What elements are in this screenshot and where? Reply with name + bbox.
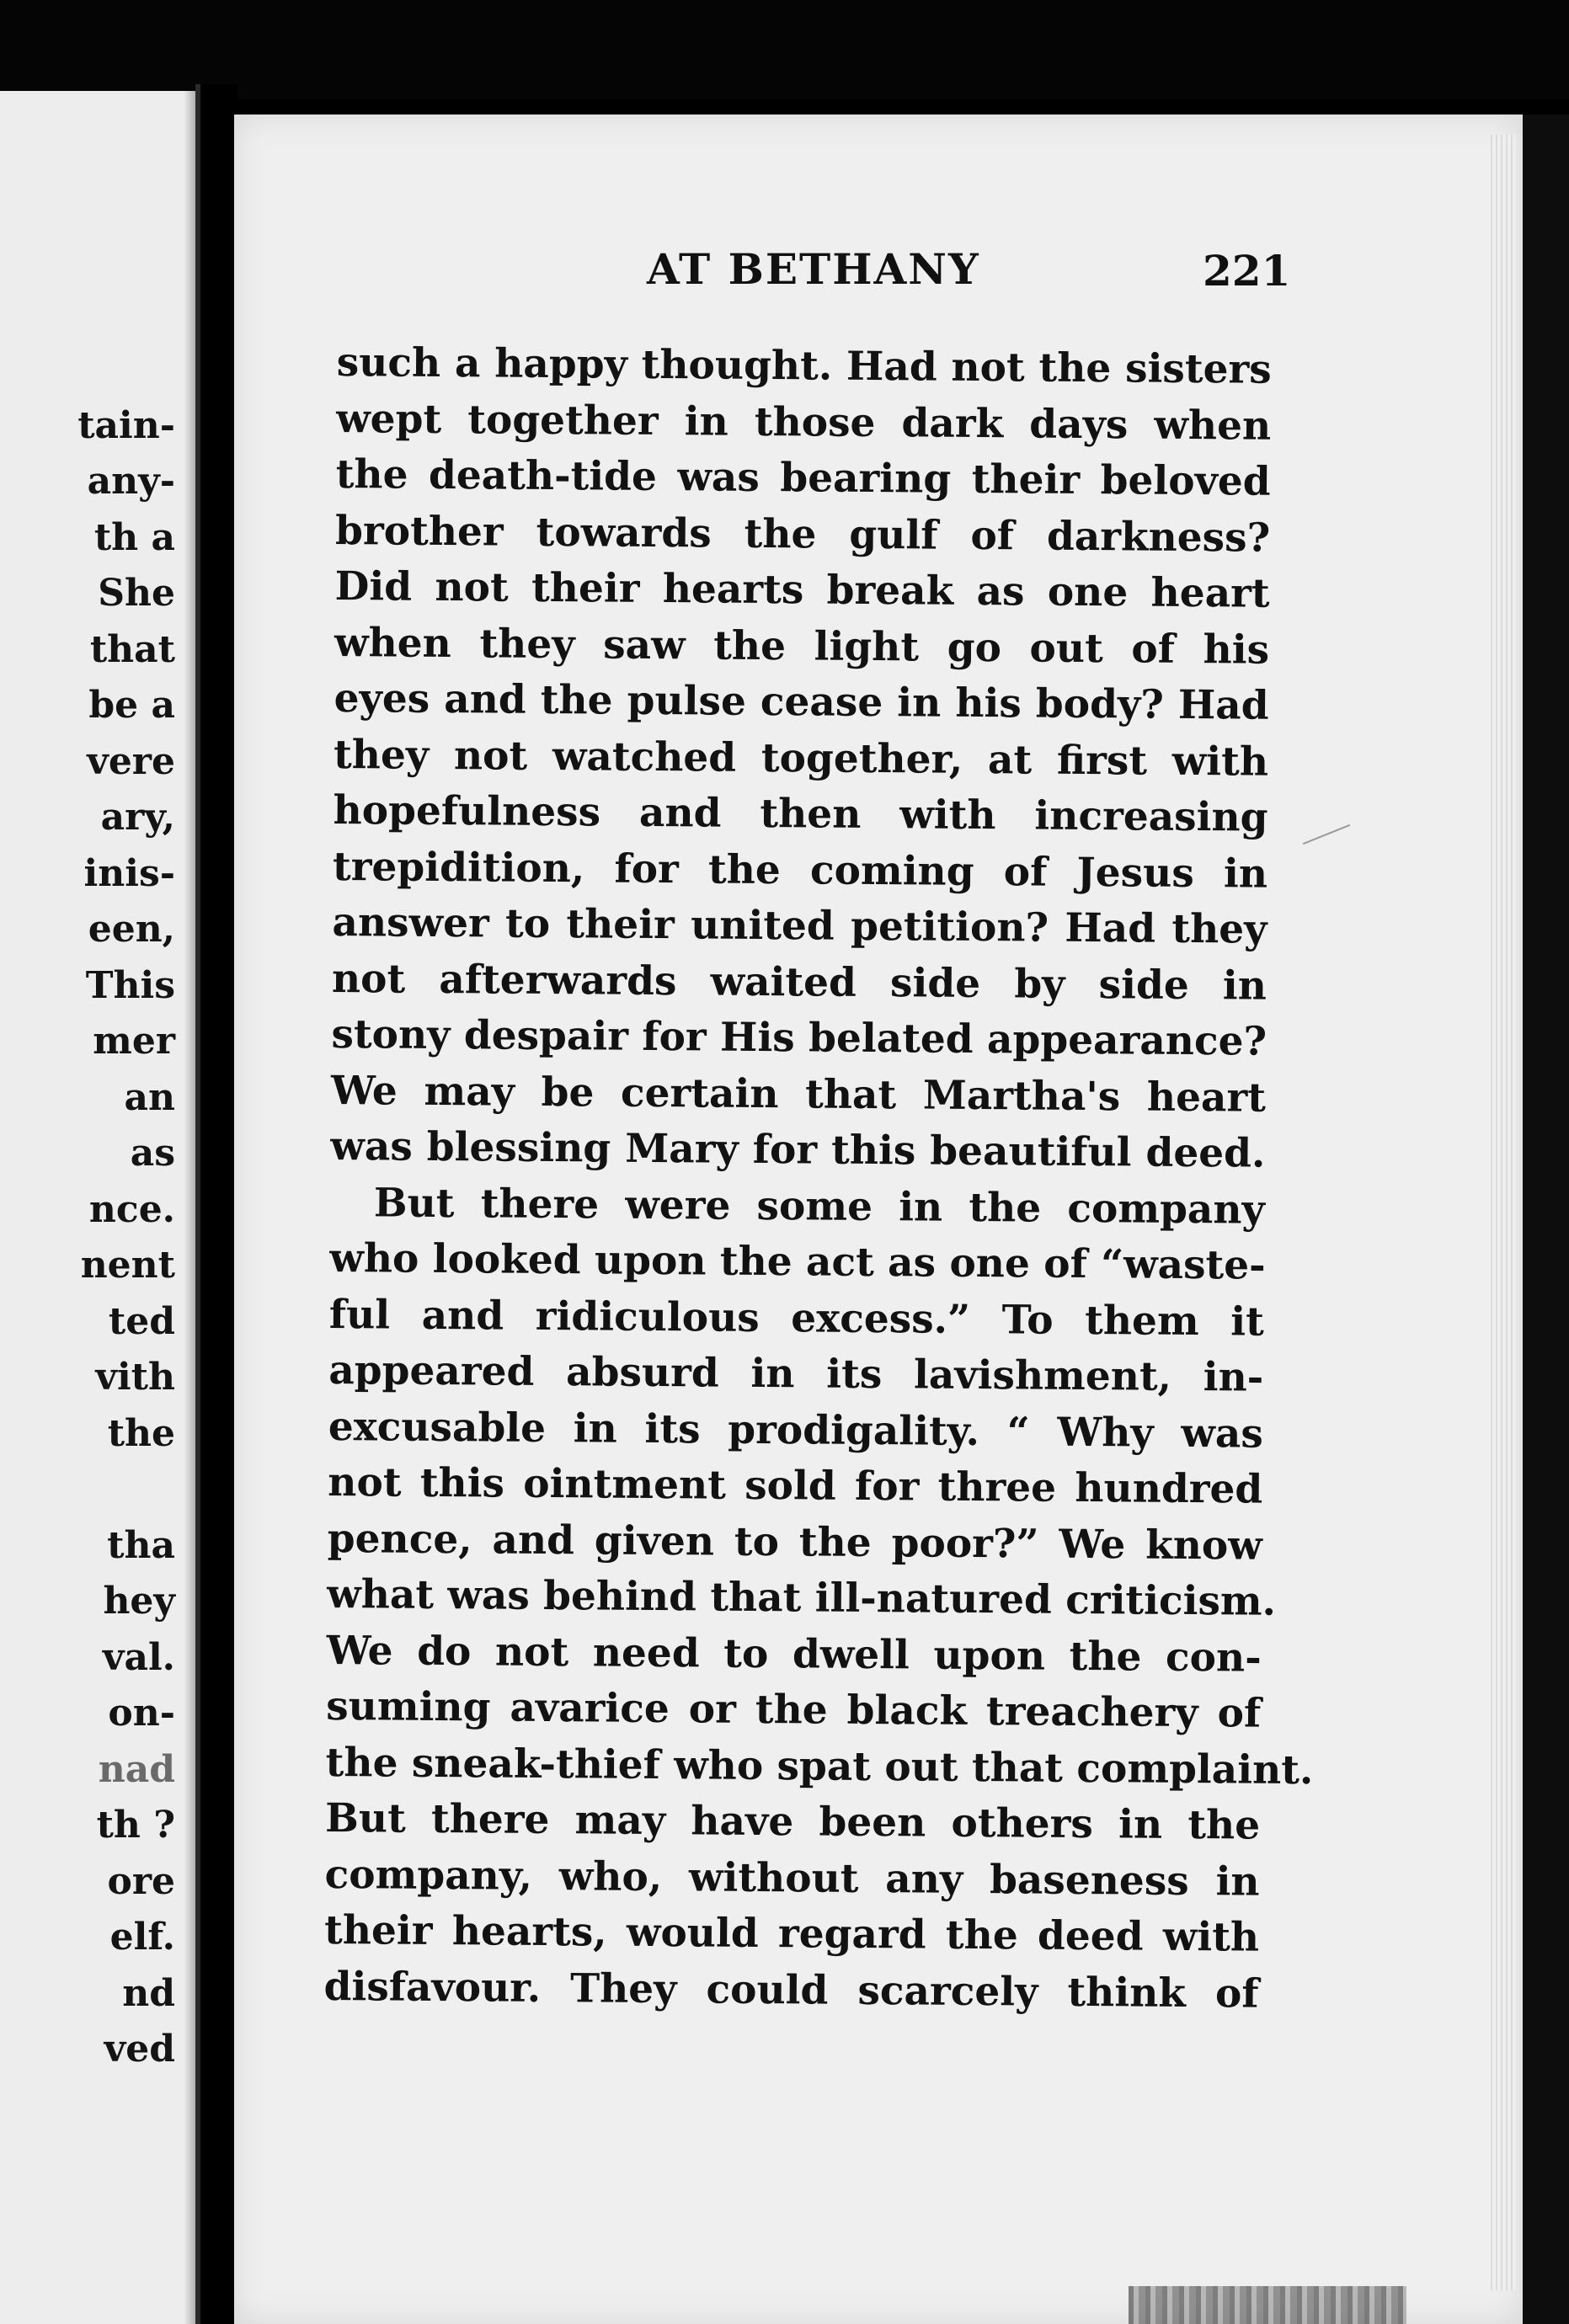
text-line: eyes and the pulse cease in his body? Had xyxy=(334,674,1269,729)
text-line: ful and ridiculous excess.” To them it xyxy=(328,1291,1265,1346)
text-line: suming avarice or the black treachery of xyxy=(325,1682,1262,1737)
facing-line: ore xyxy=(107,1860,175,1903)
facing-line: She xyxy=(98,572,175,615)
facing-line: ary, xyxy=(100,796,175,839)
facing-line: that xyxy=(89,628,175,671)
facing-line: tha xyxy=(107,1524,175,1567)
text-line: brother towards the gulf of darkness? xyxy=(334,507,1271,562)
facing-line: vith xyxy=(95,1356,175,1399)
facing-line: th ? xyxy=(96,1804,175,1847)
facing-line: on- xyxy=(108,1692,175,1735)
body-text-block xyxy=(323,335,1314,2023)
text-line-paragraph-start: But there were some in the company xyxy=(373,1179,1266,1234)
text-line: what was behind that ill-natured criticism. xyxy=(327,1570,1277,1625)
facing-line: as xyxy=(130,1132,175,1175)
text-line: the sneak-thief who spat out that complaint. xyxy=(325,1739,1314,1794)
text-line: when they saw the light go out of his xyxy=(334,619,1270,674)
facing-line: een, xyxy=(88,908,175,951)
gutter-edge xyxy=(195,84,200,2324)
facing-line: nent xyxy=(80,1244,175,1287)
text-line: wept together in those dark days when xyxy=(336,395,1272,450)
facing-line: elf. xyxy=(109,1916,175,1959)
text-line: their hearts, would regard the deed with xyxy=(323,1906,1260,1961)
text-line: Did not their hearts break as one heart xyxy=(334,562,1270,617)
scan-artifact xyxy=(1129,2286,1406,2324)
facing-line: ved xyxy=(104,2028,175,2071)
text-line: the death-tide was bearing their beloved xyxy=(335,450,1271,505)
page-edge-texture xyxy=(1491,135,1516,2290)
facing-line: mer xyxy=(93,1020,175,1063)
text-line: who looked upon the act as one of “waste- xyxy=(329,1234,1266,1289)
facing-line: tain- xyxy=(77,404,175,447)
running-header xyxy=(234,244,1523,312)
facing-line: ted xyxy=(108,1300,175,1343)
text-line: company, who, without any baseness in xyxy=(324,1851,1260,1906)
scan-right-border xyxy=(1523,115,1569,2324)
text-line: stony despair for His belated appearance? xyxy=(331,1010,1267,1065)
text-line: was blessing Mary for this beautiful deed. xyxy=(330,1122,1266,1177)
text-line: such a happy thought. Had not the sisters xyxy=(336,338,1272,393)
facing-line: val. xyxy=(102,1636,175,1679)
binding-shadow xyxy=(184,91,195,2324)
book-gutter xyxy=(195,84,237,2324)
text-line: We do not need to dwell upon the con- xyxy=(326,1627,1262,1682)
text-line: appeared absurd in its lavishment, in- xyxy=(328,1346,1264,1401)
page-number: 221 xyxy=(1203,246,1291,296)
facing-line: vere xyxy=(87,740,175,783)
text-line: hopefulness and then with increasing xyxy=(333,786,1268,841)
facing-line: any- xyxy=(87,460,175,503)
running-title: AT BETHANY xyxy=(647,244,980,294)
text-line: disfavour. They could scarcely think of xyxy=(323,1963,1259,2018)
text-line: trepidition, for the coming of Jesus in xyxy=(332,843,1268,898)
facing-line: nd xyxy=(122,1972,175,2015)
text-line: not this ointment sold for three hundred xyxy=(328,1458,1263,1513)
facing-line: nce. xyxy=(88,1188,175,1231)
text-line: pence, and given to the poor?” We know xyxy=(327,1515,1262,1570)
text-line: We may be certain that Martha's heart xyxy=(330,1067,1267,1122)
facing-line: be a xyxy=(88,684,175,727)
text-line: But there may have been others in the xyxy=(324,1794,1261,1849)
facing-line: This xyxy=(85,964,175,1007)
facing-line: hey xyxy=(103,1580,175,1623)
facing-line: inis- xyxy=(83,852,175,895)
text-line: not afterwards waited side by side in xyxy=(331,955,1267,1010)
text-line: they not watched together, at first with xyxy=(333,731,1269,786)
facing-line: th a xyxy=(93,516,175,559)
facing-page-left xyxy=(0,91,195,2324)
text-line: excusable in its prodigality. “ Why was xyxy=(328,1403,1264,1458)
facing-line: nad xyxy=(98,1748,175,1791)
text-line: answer to their united petition? Had they xyxy=(332,898,1267,953)
facing-line: the xyxy=(107,1412,175,1455)
facing-line: an xyxy=(124,1076,175,1119)
